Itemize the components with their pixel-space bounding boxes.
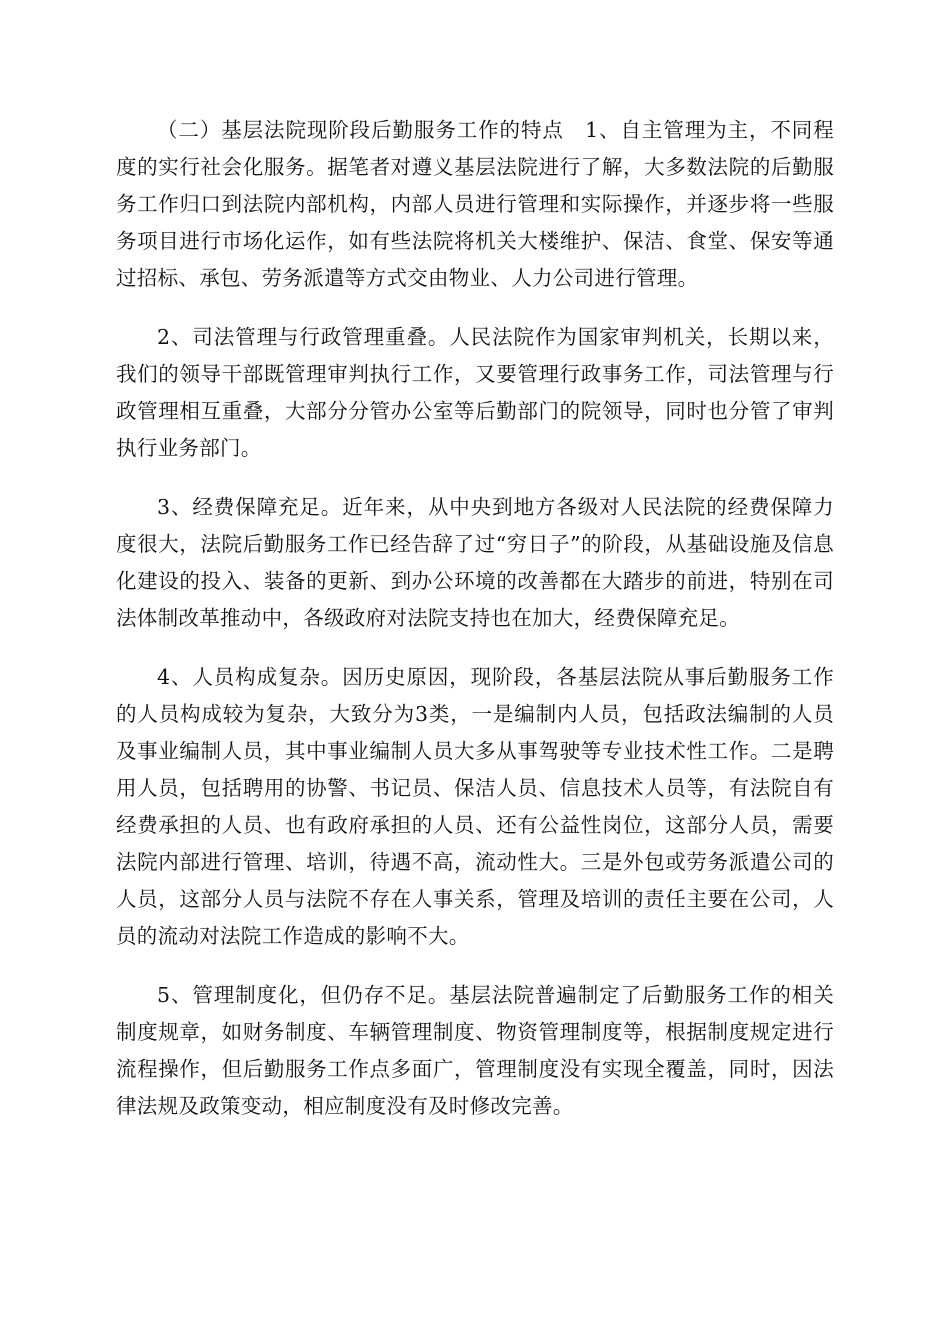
paragraph-judicial-admin-overlap: 2、司法管理与行政管理重叠。人民法院作为国家审判机关，长期以来，我们的领导干部既管理审判执行工作，又要管理行政事务工作，司法管理与行政管理相互重叠，大部分分管办公室等后勤部门的院领导，同时也分管了审判执行业务部门。 [116,325,834,460]
paragraph-management-system: 5、管理制度化，但仍存不足。基层法院普遍制定了后勤服务工作的相关制度规章，如财务制度、车辆管理制度、物资管理制度等，根据制度规定进行流程操作，但后勤服务工作点多面广，管理制度没有实现全覆盖，同时，因法律法规及政策变动，相应制度没有及时修改完善。 [116,983,834,1118]
paragraph-staff-composition: 4、人员构成复杂。因历史原因，现阶段，各基层法院从事后勤服务工作的人员构成较为复杂，大致分为3类，一是编制内人员，包括政法编制的人员及事业编制人员，其中事业编制人员大多从事驾驶等专业技术性工作。二是聘用人员，包括聘用的协警、书记员、保洁人员、信息技术人员等，有法院自有经费承担的人员、也有政府承担的人员、还有公益性岗位，这部分人员，需要法院内部进行管理、培训，待遇不高，流动性大。三是外包或劳务派遣公司的人员，这部分人员与法院不存在人事关系，管理及培训的责任主要在公司，人员的流动对法院工作造成的影响不大。 [116,665,834,948]
paragraph-funding-sufficient: 3、经费保障充足。近年来，从中央到地方各级对人民法院的经费保障力度很大，法院后勤服务工作已经告辞了过“穷日子”的阶段，从基础设施及信息化建设的投入、装备的更新、到办公环境的改善都在大踏步的前进，特别在司法体制改革推动中，各级政府对法院支持也在加大，经费保障充足。 [116,495,834,630]
document-body [116,112,834,1147]
paragraph-characteristics-intro: （二）基层法院现阶段后勤服务工作的特点 1、自主管理为主，不同程度的实行社会化服务。据笔者对遵义基层法院进行了解，大多数法院的后勤服务工作归口到法院内部机构，内部人员进行管理和实际操作，并逐步将一些服务项目进行市场化运作，如有些法院将机关大楼维护、保洁、食堂、保安等通过招标、承包、劳务派遣等方式交由物业、人力公司进行管理。 [116,118,834,290]
